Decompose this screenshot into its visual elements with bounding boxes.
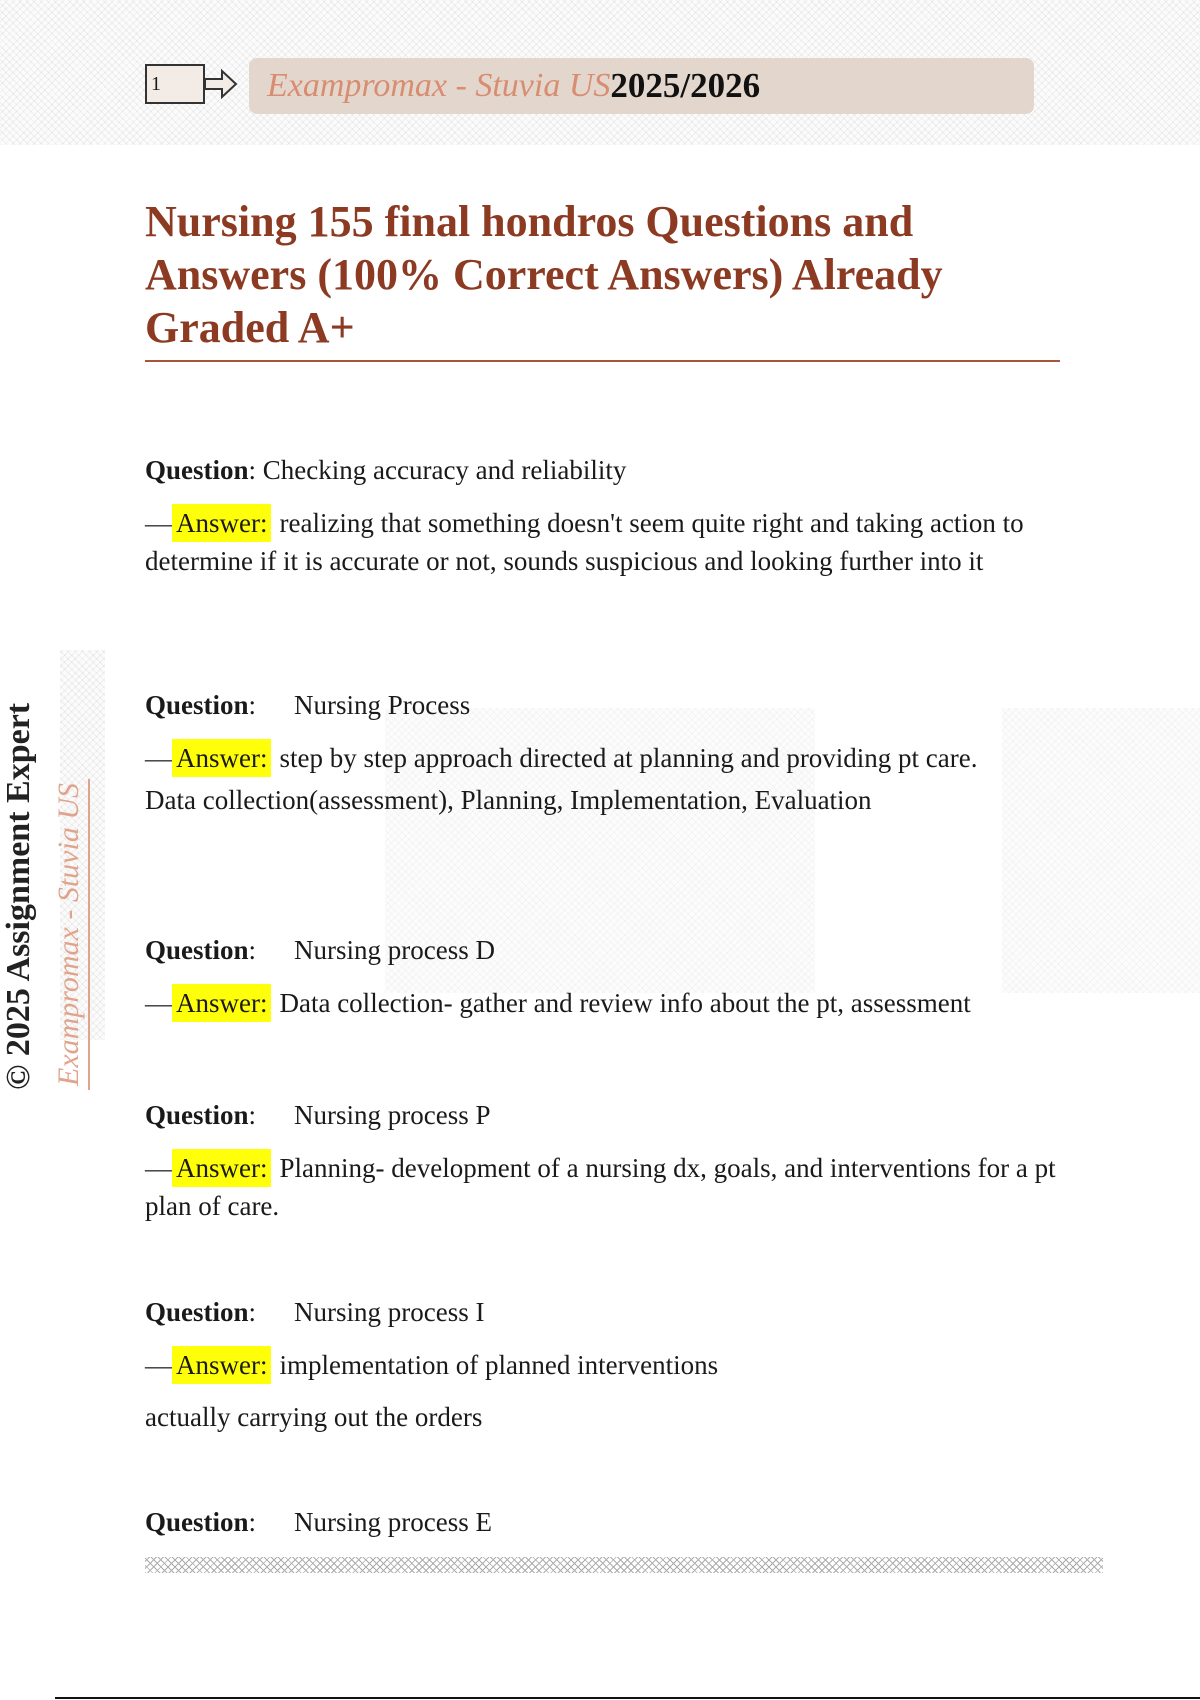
footer-rule <box>55 1697 1200 1699</box>
question-label: Question <box>145 690 249 720</box>
question-line: Question: Checking accuracy and reliability <box>145 455 627 485</box>
question-text: Checking accuracy and reliability <box>262 455 627 485</box>
answer-line <box>145 504 1065 580</box>
answer-label: Answer: <box>172 984 271 1022</box>
side-copyright: © 2025 Assignment Expert <box>0 702 37 1090</box>
question-label: Question <box>145 455 249 485</box>
answer-dash: — <box>145 743 172 773</box>
answer-line <box>145 1346 1065 1384</box>
answer-dash: — <box>145 988 172 1018</box>
answer-dash: — <box>145 1350 172 1380</box>
header-brand: Exampromax - Stuvia US <box>267 67 611 104</box>
question-label: Question <box>145 935 249 965</box>
question-line: Question: Nursing process I <box>145 1297 485 1327</box>
question-text: Nursing process E <box>294 1507 493 1537</box>
question-label: Question <box>145 1507 249 1537</box>
qa-item <box>145 930 1065 1022</box>
header-year: 2025/2026 <box>610 66 761 105</box>
qa-item <box>145 1292 1065 1434</box>
document-title: Nursing 155 final hondros Questions and Answers (100% Correct Answers) Already Graded A+ <box>145 195 1060 362</box>
qa-item <box>145 1095 1065 1225</box>
answer-extra: Data collection(assessment), Planning, Implementation, Evaluation <box>145 785 872 815</box>
answer-text: Planning- development of a nursing dx, goals, and interventions for a pt plan of care. <box>145 1153 1056 1221</box>
answer-dash: — <box>145 1153 172 1183</box>
question-line: Question: Nursing Process <box>145 690 471 720</box>
question-line: Question: Nursing process P <box>145 1100 491 1130</box>
qa-item <box>145 450 1065 580</box>
question-label: Question <box>145 1297 249 1327</box>
answer-label: Answer: <box>172 1346 271 1384</box>
answer-extra: actually carrying out the orders <box>145 1402 483 1432</box>
question-line: Question: Nursing process E <box>145 1507 493 1537</box>
side-brand: Exampromax - Stuvia US <box>52 779 90 1090</box>
answer-label: Answer: <box>172 739 271 777</box>
answer-text: step by step approach directed at planning and providing pt care. <box>279 743 978 773</box>
qa-item <box>145 685 1065 817</box>
section-divider <box>145 1557 1103 1573</box>
qa-item <box>145 1502 1065 1542</box>
answer-line <box>145 984 1065 1022</box>
answer-text: realizing that something doesn't seem quite right and taking action to determine if it is accurate or not, sounds suspicious and looking further into it <box>145 508 1024 576</box>
answer-label: Answer: <box>172 1149 271 1187</box>
question-text: Nursing process D <box>294 935 496 965</box>
answer-dash: — <box>145 508 172 538</box>
page-number: 1 <box>145 64 205 104</box>
question-text: Nursing process P <box>294 1100 491 1130</box>
answer-label: Answer: <box>172 504 271 542</box>
answer-text: implementation of planned interventions <box>279 1350 719 1380</box>
question-text: Nursing process I <box>294 1297 485 1327</box>
answer-line <box>145 1149 1065 1225</box>
answer-line <box>145 739 1065 777</box>
question-line: Question: Nursing process D <box>145 935 496 965</box>
header-banner <box>249 58 1034 114</box>
arrow-right-icon <box>204 68 238 100</box>
title-block <box>145 195 1060 362</box>
question-text: Nursing Process <box>294 690 471 720</box>
answer-text: Data collection- gather and review info about the pt, assessment <box>279 988 971 1018</box>
question-label: Question <box>145 1100 249 1130</box>
